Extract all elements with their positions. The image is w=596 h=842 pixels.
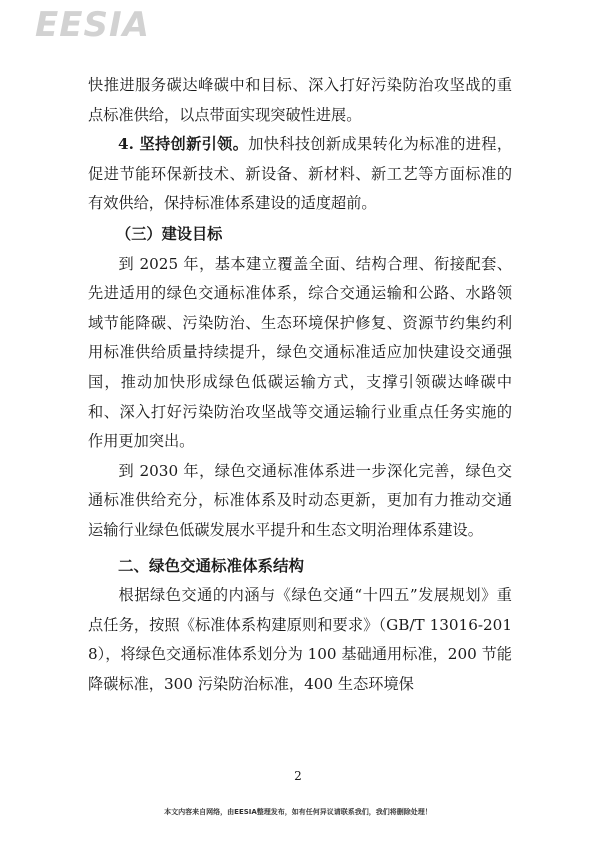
document-body (88, 71, 512, 699)
paragraph-lead-innovation: 4. 坚持创新引领。 (118, 135, 249, 154)
footer-disclaimer: 本文内容来自网络，由EESIA整理发布，如有任何异议请联系我们，我们将删除处理！ (164, 808, 432, 816)
page-number: 2 (294, 769, 302, 783)
eesia-watermark-logo: EESIA (35, 5, 150, 45)
paragraph-text-2025: 到 2025 年，基本建立覆盖全面、结构合理、衔接配套、先进适用的绿色交通标准体系，综合交通运输和公路、水路领域节能降碳、污染防治、生态环境保护修复、资源节约集约利用标准供给质量持续提升，绿色交通标准适应加快建设交通强国，推动加快形成绿色低碳运输方式，支撑引领碳达峰碳中和、深入打好污染防治攻坚战等交通运输行业重点任务实施的作用更加突出。 (88, 254, 512, 451)
paragraph-body-innovation: 加快科技创新成果转化为标准的进程，促进节能环保新技术、新设备、新材料、新工艺等方面标准的有效供给，保持标准体系建设的适度超前。 (88, 135, 512, 213)
section-heading-system-structure: 二、绿色交通标准体系结构 (118, 556, 305, 575)
paragraph-2025-goals (88, 250, 512, 457)
paragraph-2030-goals (88, 457, 512, 546)
paragraph-continuation: 快推进服务碳达峰碳中和目标、深入打好污染防治攻坚战的重点标准供给，以点带面实现突破性进展。 (88, 76, 512, 124)
subheading-construction-goals: （三）建设目标 (116, 224, 223, 243)
paragraph-innovation (88, 130, 512, 219)
paragraph-structure (88, 581, 512, 699)
paragraph-text-structure: 根据绿色交通的内涵与《绿色交通“十四五”发展规划》重点任务，按照《标准体系构建原则和要求》（GB/T 13016-2018），将绿色交通标准体系划分为 100 基础通用标准，200 节能降碳标准，300 污染防治标准，400 生态环境保 (88, 586, 512, 693)
paragraph-text-2030: 到 2030 年，绿色交通标准体系进一步深化完善，绿色交通标准供给充分，标准体系及时动态更新，更加有力推动交通运输行业绿色低碳发展水平提升和生态文明治理体系建设。 (88, 461, 512, 539)
